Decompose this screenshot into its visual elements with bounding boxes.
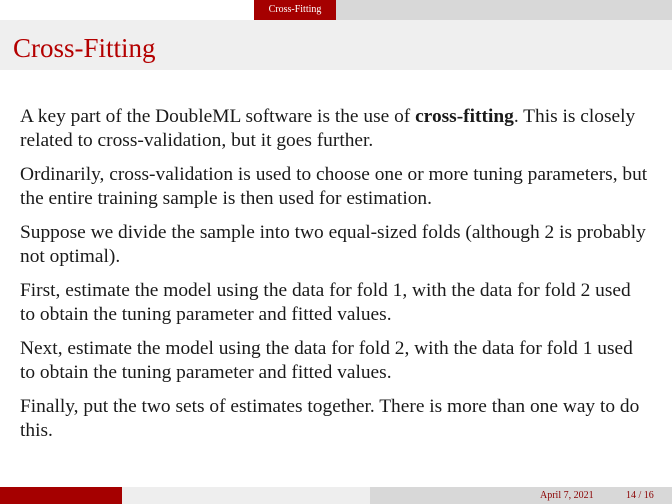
slide-body bbox=[20, 105, 650, 453]
paragraph-5: Next, estimate the model using the data for fold 2, with the data for fold 1 used to obtain the tuning parameter and fitted values. bbox=[20, 338, 633, 383]
paragraph-1-start: A key part of the DoubleML software is the use of bbox=[20, 106, 416, 127]
paragraph-4: First, estimate the model using the data for fold 1, with the data for fold 2 used to obtain the tuning parameter and fitted values. bbox=[20, 280, 631, 325]
top-navigation-bar bbox=[0, 0, 672, 20]
footer-red-block bbox=[0, 487, 122, 504]
paragraph-3: Suppose we divide the sample into two equal-sized folds (although 2 is probably not optimal). bbox=[20, 222, 646, 267]
paragraph-2: Ordinarily, cross-validation is used to choose one or more tuning parameters, but the entire training sample is then used for estimation. bbox=[20, 164, 648, 209]
paragraph-1 bbox=[20, 105, 650, 153]
footer-bar bbox=[0, 487, 672, 504]
paragraph-6: Finally, put the two sets of estimates together. There is more than one way to do this. bbox=[20, 396, 640, 441]
paragraph-1-end: . This is closely related to cross-validation, but it goes further. bbox=[20, 106, 636, 151]
page-number: 14 / 16 bbox=[626, 490, 654, 501]
title-bar bbox=[0, 20, 672, 70]
footer-date: April 7, 2021 bbox=[540, 490, 594, 501]
section-indicator[interactable]: Cross-Fitting bbox=[254, 0, 336, 20]
cross-fitting-term: cross-fitting bbox=[415, 106, 514, 127]
slide-title: Cross-Fitting bbox=[13, 33, 156, 63]
